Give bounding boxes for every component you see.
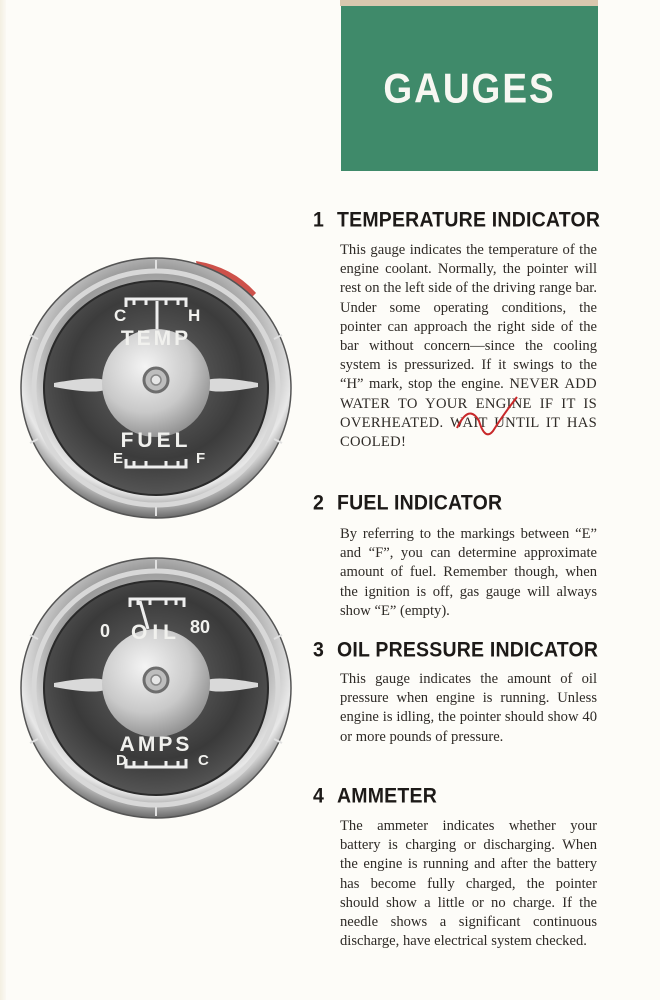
gauge-label-temp: TEMP: [120, 327, 192, 350]
page-title: GAUGES: [383, 64, 556, 111]
section-body: [340, 241, 597, 452]
warning-text: NEVER ADD WATER TO YOUR ENGINE IF IT IS OVERHEATED. WAIT UNTIL IT HAS COOLED!: [340, 376, 597, 451]
section-text: The ammeter indicates whether your battery is charging or discharging. When the engine is running and after the battery has become fully charged, the pointer should show a little or no charge. If the needle shows a significant continuous discharge, have electrical system checked.: [340, 818, 597, 950]
gauge-mark-0: 0: [100, 621, 111, 641]
section-heading: [313, 208, 600, 233]
gauge-label-amps: AMPS: [119, 733, 193, 756]
section-heading: [313, 638, 598, 663]
gauge-mark-h: H: [188, 306, 201, 325]
section-number: 4: [313, 784, 325, 808]
temp-fuel-gauge: [18, 255, 294, 521]
gauge-mark-d: D: [116, 752, 127, 769]
gauge-mark-80: 80: [190, 617, 211, 637]
section-heading: [313, 784, 437, 809]
section-heading: [313, 491, 502, 516]
gauge-label-oil: OIL: [131, 621, 181, 644]
section-body: [340, 525, 597, 621]
section-number: 2: [313, 491, 325, 515]
section-title: FUEL INDICATOR: [337, 491, 503, 515]
gauge-illustration: [18, 555, 294, 821]
section-title: OIL PRESSURE INDICATOR: [337, 638, 599, 662]
page-banner: [341, 6, 598, 171]
section-body: [340, 670, 597, 747]
page-edge: [0, 0, 6, 1000]
section-title: TEMPERATURE INDICATOR: [337, 208, 601, 232]
section-text: By referring to the markings between “E” and “F”, you can determine approximate amount of fuel. Remember though, when the ignition is off, gas gauge will always show “E” (empty).: [340, 526, 597, 619]
gauge-label-fuel: FUEL: [120, 429, 192, 452]
gauge-illustration: [18, 255, 294, 521]
oil-amps-gauge: [18, 555, 294, 821]
section-number: 1: [313, 208, 325, 232]
gauge-mark-c: C: [114, 306, 127, 325]
gauge-mark-c: C: [198, 752, 209, 769]
gauge-mark-f: F: [196, 450, 206, 467]
section-title: AMMETER: [337, 784, 437, 808]
section-text: This gauge indicates the temperature of the engine coolant. Normally, the pointer will rest on the left side of the driving range bar. Under some operating conditions, the pointer can approach the right side of the bar without concern—since the cooling system is pressurized. If it swings to the “H” mark, stop the engine.: [340, 242, 597, 393]
section-text: This gauge indicates the amount of oil pressure when engine is running. Unless engine is idling, the pointer should show 40 or more pounds of pressure.: [340, 671, 597, 745]
section-body: [340, 817, 597, 951]
gauge-mark-e: E: [113, 450, 124, 467]
section-number: 3: [313, 638, 325, 662]
